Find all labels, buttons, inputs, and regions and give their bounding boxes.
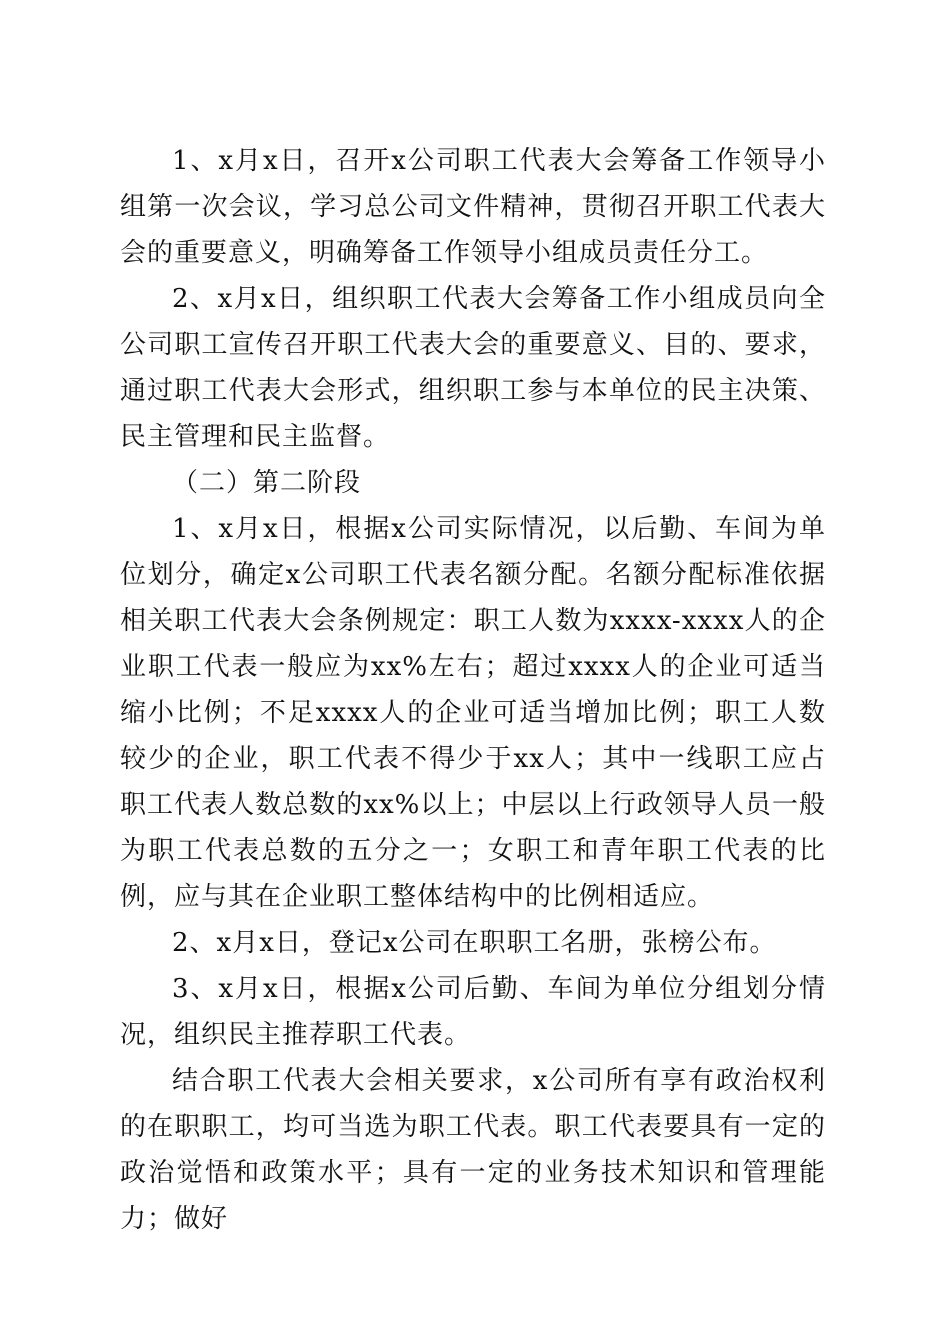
paragraph-3: 1、x月x日，根据x公司实际情况，以后勤、车间为单位划分，确定x公司职工代表名额分配。名额分配标准依据相关职工代表大会条例规定：职工人数为xxxx-xxxx人的企业职工代表一般应为xx%左右；超过xxxx人的企业可适当缩小比例；不足xxxx人的企业可适当增加比例；职工人数较少的企业，职工代表不得少于xx人；其中一线职工应占职工代表人数总数的xx%以上；中层以上行政领导人员一般为职工代表总数的五分之一；女职工和青年职工代表的比例，应与其在企业职工整体结构中的比例相适应。: [120, 514, 826, 912]
paragraph-6: 结合职工代表大会相关要求，x公司所有享有政治权利的在职职工，均可当选为职工代表。职工代表要具有一定的政治觉悟和政策水平；具有一定的业务技术知识和管理能力；做好: [120, 1066, 826, 1234]
paragraph-5: 3、x月x日，根据x公司后勤、车间为单位分组划分情况，组织民主推荐职工代表。: [120, 974, 826, 1050]
section-heading: （二）第二阶段: [172, 468, 362, 498]
paragraph-1: 1、x月x日，召开x公司职工代表大会筹备工作领导小组第一次会议，学习总公司文件精神，贯彻召开职工代表大会的重要意义，明确筹备工作领导小组成员责任分工。: [120, 146, 826, 268]
paragraph-2: 2、x月x日，组织职工代表大会筹备工作小组成员向全公司职工宣传召开职工代表大会的重要意义、目的、要求，通过职工代表大会形式，组织职工参与本单位的民主决策、民主管理和民主监督。: [120, 284, 826, 452]
document-page: [120, 138, 826, 1242]
paragraph-4: 2、x月x日，登记x公司在职职工名册，张榜公布。: [172, 928, 777, 958]
